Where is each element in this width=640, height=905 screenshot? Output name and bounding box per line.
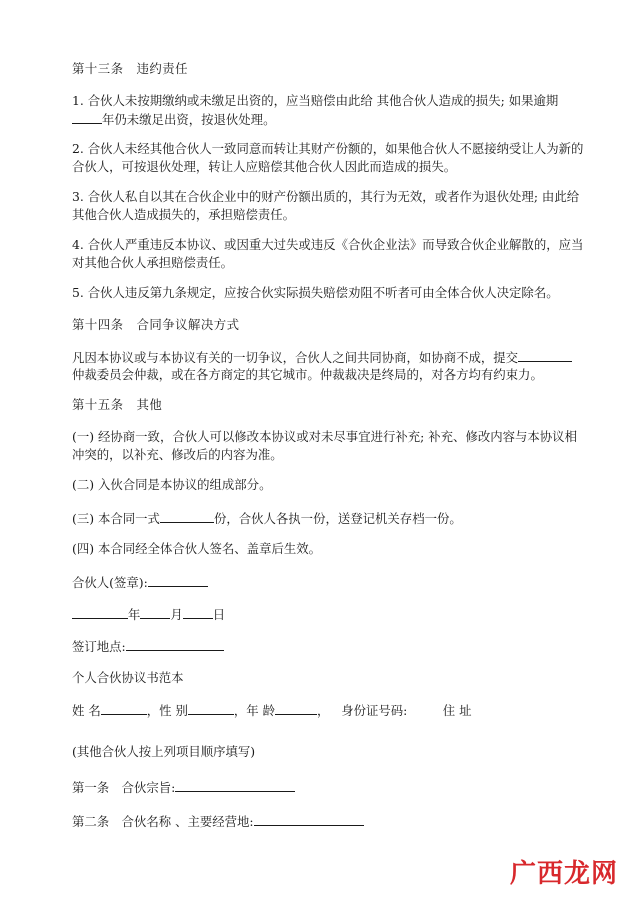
month-blank[interactable] <box>140 606 170 619</box>
partnership-name-blank[interactable] <box>254 813 364 826</box>
signing-place-line: 签订地点: <box>72 638 224 655</box>
article-15-item-1-line-1: (一) 经协商一致，合伙人可以修改本协议或对未尽事宜进行补充; 补充、修改内容与本协议相 <box>72 429 577 444</box>
template-article-1: 第一条 合伙宗旨: <box>72 779 295 796</box>
article-13-clause-1-line-2: 年仍未缴足出资，按退伙处理。 <box>72 111 275 128</box>
signing-place-blank[interactable] <box>126 638 224 651</box>
article-15-item-3: (三) 本合同一式 份，合伙人各执一份，送登记机关存档一份。 <box>72 511 462 526</box>
copies-blank[interactable] <box>160 510 214 523</box>
age-blank[interactable] <box>275 702 317 715</box>
template-article-2: 第二条 合伙名称 、主要经营地: <box>72 813 364 830</box>
partner-signature-blank[interactable] <box>148 574 208 587</box>
article-14-line-1: 凡因本协议或与本协议有关的一切争议，合伙人之间共同协商，如协商不成，提交 <box>72 349 572 366</box>
article-15-item-4: (四) 本合同经全体合伙人签名、盖章后生效。 <box>72 541 322 556</box>
article-15-item-1-line-2: 冲突的，以补充、修改后的内容为准。 <box>72 447 283 462</box>
article-13-clause-3-line-2: 其他合伙人造成损失的，承担赔偿责任。 <box>72 207 296 222</box>
article-13-clause-4-line-2: 对其他合伙人承担赔偿责任。 <box>72 255 234 270</box>
watermark-logo: 广西龙网 <box>510 859 619 889</box>
day-blank[interactable] <box>183 606 213 619</box>
article-13-clause-4-line-1: 4. 合伙人严重违反本协议、或因重大过失或违反《合伙企业法》而导致合伙企业解散的，应当 <box>72 237 584 252</box>
article-14-heading: 第十四条 合同争议解决方式 <box>72 317 240 332</box>
article-15-item-2: (二) 入伙合同是本协议的组成部分。 <box>72 477 272 492</box>
article-13-clause-3-line-1: 3. 合伙人私自以其在合伙企业中的财产份额出质的，其行为无效，或者作为退伙处理; 由此给 <box>72 189 580 204</box>
article-13-clause-5: 5. 合伙人违反第九条规定，应按合伙实际损失赔偿劝阻不听者可由全体合伙人决定除名。 <box>72 285 559 300</box>
arbitration-commission-blank[interactable] <box>518 349 572 362</box>
template-note: (其他合伙人按上列项目顺序填写) <box>72 744 256 759</box>
article-13-heading: 第十三条 违约责任 <box>72 61 189 76</box>
name-blank[interactable] <box>101 702 147 715</box>
years-blank[interactable] <box>72 111 102 124</box>
article-13-clause-2-line-1: 2. 合伙人未经其他合伙人一致同意而转让其财产份额的，如果他合伙人不愿接纳受让人为新的 <box>72 141 584 156</box>
article-14-line-2: 仲裁委员会仲裁，或在各方商定的其它城市。仲裁裁决是终局的，对各方均有约束力。 <box>72 367 543 382</box>
year-blank[interactable] <box>72 606 128 619</box>
article-15-heading: 第十五条 其他 <box>72 397 163 412</box>
gender-blank[interactable] <box>188 702 234 715</box>
article-13-clause-1-line-1: 1. 合伙人未按期缴纳或未缴足出资的，应当赔偿由此给 其他合伙人造成的损失; 如果逾期 <box>72 93 559 108</box>
partnership-purpose-blank[interactable] <box>175 779 295 792</box>
date-line: 年 月 日 <box>72 606 225 623</box>
partner-info-line: 姓 名 ，性 别 ，年 龄 ， 身份证号码: 住 址 <box>72 703 472 718</box>
partner-signature-line: 合伙人(签章): <box>72 574 208 591</box>
article-13-clause-2-line-2: 合伙人，可按退伙处理，转让人应赔偿其他合伙人因此而造成的损失。 <box>72 159 457 174</box>
template-title: 个人合伙协议书范本 <box>72 670 184 685</box>
